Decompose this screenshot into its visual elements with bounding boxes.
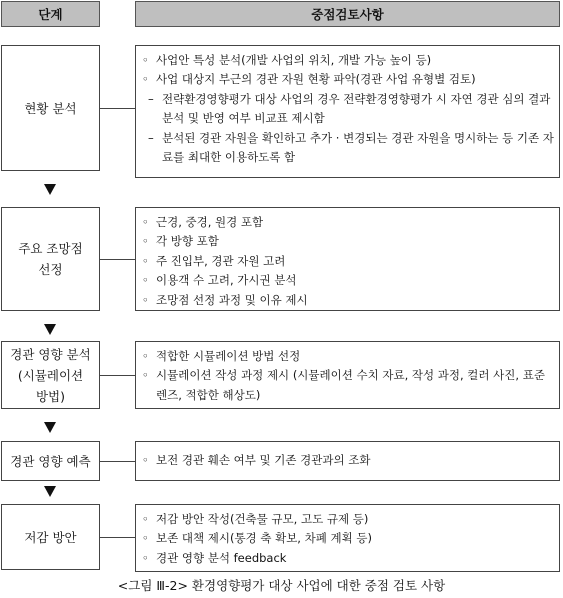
detail-box-viewpoint-selection xyxy=(135,207,560,311)
down-arrow-icon xyxy=(44,486,56,497)
list-item: ◦ 주 진입부, 경관 자원 고려 xyxy=(142,253,286,268)
connector-line xyxy=(100,108,136,109)
list-item: ◦ 저감 방안 작성(건축물 규모, 고도 규제 등) xyxy=(142,512,369,526)
down-arrow-icon xyxy=(44,324,56,335)
list-item: ◦ 보존 대책 제시(통경 축 확보, 차폐 계획 등) xyxy=(142,531,372,546)
sub-list-item: – 분석된 경관 자원을 확인하고 추가 · 변경되는 경관 자원을 명시하는 등 기존 자료를 최대한 이용하도록 함 xyxy=(148,130,554,165)
list-item: ◦ 적합한 시뮬레이션 방법 선정 xyxy=(142,349,301,363)
detail-box-current-analysis xyxy=(135,45,560,178)
list-item: ◦ 사업안 특성 분석(개발 사업의 위치, 개발 가능 높이 등) xyxy=(142,53,432,67)
list-item: ◦ 근경, 중경, 원경 포함 xyxy=(142,215,264,229)
detail-box-landscape-impact-prediction xyxy=(135,441,560,481)
connector-line xyxy=(100,259,136,260)
list-item: ◦ 사업 대상지 부근의 경관 자원 현황 파악(경관 사업 유형별 검토) xyxy=(142,72,476,87)
step-box-landscape-impact-prediction: 경관 영향 예측 xyxy=(1,441,100,481)
detail-box-mitigation-plan xyxy=(135,504,560,572)
connector-line xyxy=(100,375,136,376)
figure-caption: <그림 Ⅲ-2> 환경영향평가 대상 사업에 대한 중점 검토 사항 xyxy=(117,578,446,593)
detail-column-header: 중점검토사항 xyxy=(135,1,560,27)
sub-list-item: – 전략환경영향평가 대상 사업의 경우 전략환경영향평가 시 자연 경관 심의 결과 분석 및 반영 여부 비교표 제시함 xyxy=(148,91,551,126)
list-item: ◦ 경관 영향 분석 feedback xyxy=(142,550,287,565)
connector-line xyxy=(100,537,136,538)
down-arrow-icon xyxy=(44,184,56,195)
step-box-viewpoint-selection: 주요 조망점 선정 xyxy=(1,207,100,311)
list-item: ◦ 보전 경관 훼손 여부 및 기존 경관과의 조화 xyxy=(142,453,371,467)
connector-line xyxy=(100,461,136,462)
list-item: ◦ 시뮬레이션 작성 과정 제시 (시뮬레이션 수치 자료, 작성 과정, 컬러 사진, 표준 렌즈, 적합한 해상도) xyxy=(142,368,545,402)
list-item: ◦ 각 방향 포함 xyxy=(142,234,219,249)
list-item: ◦ 조망점 선정 과정 및 이유 제시 xyxy=(142,292,308,307)
detail-box-landscape-impact-analysis xyxy=(135,341,560,409)
step-box-current-analysis: 현황 분석 xyxy=(1,45,100,171)
down-arrow-icon xyxy=(44,422,56,433)
list-item: ◦ 이용객 수 고려, 가시권 분석 xyxy=(142,273,297,288)
step-box-landscape-impact-analysis: 경관 영향 분석 (시뮬레이션 방법) xyxy=(1,341,100,409)
step-box-mitigation-plan: 저감 방안 xyxy=(1,504,100,570)
step-column-header: 단계 xyxy=(1,1,100,27)
